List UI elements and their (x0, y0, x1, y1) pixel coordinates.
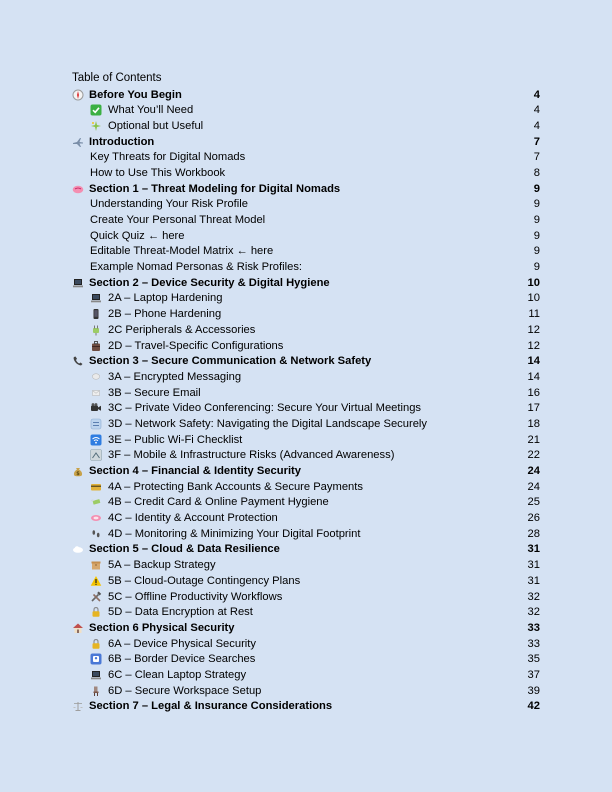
toc-entry-label: Optional but Useful (108, 119, 204, 132)
antenna-icon (90, 449, 102, 461)
toc-entry-label: 2C Peripherals & Accessories (108, 323, 256, 336)
toc-page-number: 39 (527, 684, 540, 697)
toc-page-number: 26 (527, 512, 540, 525)
toc-entry-label: Section 5 – Cloud & Data Resilience (89, 543, 280, 556)
toc-page-number: 28 (527, 527, 540, 540)
toc-page-number: 31 (527, 559, 540, 572)
toc-page-number: 9 (533, 182, 540, 195)
toc-subsection-entry[interactable] (72, 385, 540, 401)
toc-page-number: 9 (533, 229, 540, 242)
toc-subsection-entry[interactable] (72, 102, 540, 118)
toc-entry-label: 2A – Laptop Hardening (108, 292, 223, 305)
house-icon (72, 622, 84, 634)
brain-icon (72, 183, 84, 195)
toc-entry-label: Section 3 – Secure Communication & Network Safety (89, 355, 372, 368)
box-icon (90, 559, 102, 571)
toc-subsection-entry[interactable] (72, 432, 540, 448)
toc-page-number: 12 (527, 323, 540, 336)
toc-entry-label: 3D – Network Safety: Navigating the Digital Landscape Securely (108, 417, 428, 430)
toc-section-entry[interactable] (72, 353, 540, 369)
toc-entry-label: Create Your Personal Threat Model (90, 214, 266, 227)
toc-subsection-entry[interactable] (72, 510, 540, 526)
toc-subsection-entry[interactable] (72, 322, 540, 338)
toc-subsection-entry[interactable] (72, 118, 540, 134)
sparkle-icon (90, 120, 102, 132)
phone-icon (90, 308, 102, 320)
toc-entry-label: Understanding Your Risk Profile (90, 198, 248, 211)
toc-entry-label: 6B – Border Device Searches (108, 653, 256, 666)
toc-subsection-entry[interactable] (72, 259, 540, 275)
toc-entry-label: Example Nomad Personas & Risk Profiles: (90, 261, 303, 274)
toc-entry-label: 3F – Mobile & Infrastructure Risks (Advanced Awareness) (108, 449, 395, 462)
toc-entry-label: 5C – Offline Productivity Workflows (108, 590, 283, 603)
toc-page-number: 11 (528, 308, 540, 321)
toc-page-number: 17 (527, 402, 540, 415)
toc-subsection-entry[interactable] (72, 557, 540, 573)
toc-subsection-entry[interactable] (72, 683, 540, 699)
credit-card-icon (90, 481, 102, 493)
toc-entry-label: Before You Begin (89, 88, 182, 101)
toc-page-number: 9 (533, 198, 540, 211)
toc-section-entry[interactable] (72, 134, 540, 150)
plug-icon (90, 324, 102, 336)
speech-bubble-icon (90, 371, 102, 383)
toc-entry-label: Editable Threat-Model Matrix ← here (90, 245, 274, 258)
toc-entry-label: 3C – Private Video Conferencing: Secure Your Virtual Meetings (108, 402, 422, 415)
toc-page-number: 22 (527, 449, 540, 462)
toc-subsection-entry[interactable] (72, 495, 540, 511)
toc-page-number: 42 (527, 700, 540, 713)
toc-entry-label: Section 6 Physical Security (89, 621, 235, 634)
globe-icon (90, 418, 102, 430)
toc-entry-label: Section 7 – Legal & Insurance Considerations (89, 700, 333, 713)
toc-subsection-entry[interactable] (72, 526, 540, 542)
compass-icon (72, 89, 84, 101)
id-card-icon (90, 512, 102, 524)
toc-subsection-entry[interactable] (72, 338, 540, 354)
telephone-icon (72, 355, 84, 367)
toc-section-entry[interactable] (72, 542, 540, 558)
toc-page-number: 21 (527, 433, 540, 446)
toc-entry-label: 5D – Data Encryption at Rest (108, 606, 253, 619)
toc-page-number: 25 (527, 496, 540, 509)
toc-section-entry[interactable] (72, 699, 540, 715)
svg-text:$: $ (76, 471, 80, 478)
warning-icon (90, 575, 102, 587)
toc-entry-label: 4C – Identity & Account Protection (108, 512, 278, 525)
lock-icon (90, 606, 102, 618)
toc-entry-label: 6A – Device Physical Security (108, 637, 256, 650)
toc-subsection-entry[interactable] (72, 636, 540, 652)
toc-page-number: 33 (527, 637, 540, 650)
toc-page-number: 24 (527, 480, 540, 493)
toc-page-number: 31 (527, 574, 540, 587)
laptop-icon (72, 277, 84, 289)
scales-icon (72, 700, 84, 712)
toc-page-number: 18 (527, 417, 540, 430)
toc-page-number: 9 (533, 245, 540, 258)
toc-page-number: 33 (527, 621, 540, 634)
toc-subsection-entry[interactable] (72, 651, 540, 667)
toc-page-number: 10 (527, 276, 540, 289)
toc-subsection-entry[interactable] (72, 149, 540, 165)
toc-subsection-entry[interactable] (72, 291, 540, 307)
toc-heading: Table of Contents (72, 72, 162, 84)
toc-subsection-entry[interactable] (72, 589, 540, 605)
toc-section-entry[interactable] (72, 620, 540, 636)
toc-entry-label: 3E – Public Wi-Fi Checklist (108, 433, 243, 446)
toc-subsection-entry[interactable] (72, 400, 540, 416)
money-wings-icon (90, 496, 102, 508)
toc-page-number: 4 (533, 104, 540, 117)
toc-page-number: 14 (527, 370, 540, 383)
wifi-icon (90, 434, 102, 446)
toc-page-number: 7 (533, 135, 540, 148)
toc-entry-label: Section 2 – Device Security & Digital Hygiene (89, 276, 330, 289)
toc-section-entry[interactable] (72, 463, 540, 479)
passport-control-icon (90, 653, 102, 665)
toc-subsection-entry[interactable] (72, 667, 540, 683)
toc-page-number: 10 (527, 292, 540, 305)
video-camera-icon (90, 402, 102, 414)
toc-page-number: 9 (533, 261, 540, 274)
toc-subsection-entry[interactable] (72, 212, 540, 228)
check-mark-icon (90, 104, 102, 116)
toc-subsection-entry[interactable] (72, 228, 540, 244)
toc-subsection-entry[interactable] (72, 244, 540, 260)
cloud-icon (72, 543, 84, 555)
toc-page-number: 12 (527, 339, 540, 352)
toc-entry-label: 4A – Protecting Bank Accounts & Secure Payments (108, 480, 363, 493)
toc-subsection-entry[interactable] (72, 416, 540, 432)
toc-section-entry[interactable] (72, 275, 540, 291)
toc-entry-label: Section 1 – Threat Modeling for Digital Nomads (89, 182, 341, 195)
toc-page-number: 8 (533, 166, 540, 179)
toc-page-number: 16 (527, 386, 540, 399)
toc-subsection-entry[interactable] (72, 165, 540, 181)
toc-subsection-entry[interactable] (72, 604, 540, 620)
footprints-icon (90, 528, 102, 540)
toc-page-number: 32 (527, 606, 540, 619)
toc-section-entry[interactable] (72, 181, 540, 197)
chair-icon (90, 685, 102, 697)
laptop-icon (90, 292, 102, 304)
money-bag-icon (72, 465, 84, 477)
table-of-contents (72, 71, 540, 714)
luggage-icon (90, 340, 102, 352)
toc-entry-label: 5A – Backup Strategy (108, 559, 216, 572)
toc-subsection-entry[interactable] (72, 573, 540, 589)
toc-page-number: 9 (533, 214, 540, 227)
toc-entry-label: 2B – Phone Hardening (108, 308, 222, 321)
toc-page-number: 35 (527, 653, 540, 666)
toc-page-number: 31 (527, 543, 540, 556)
tools-icon (90, 591, 102, 603)
toc-subsection-entry[interactable] (72, 197, 540, 213)
toc-entry-label: 5B – Cloud-Outage Contingency Plans (108, 574, 301, 587)
toc-list (72, 87, 540, 715)
toc-subsection-entry[interactable] (72, 479, 540, 495)
toc-entry-label: 4B – Credit Card & Online Payment Hygiene (108, 496, 329, 509)
toc-page-number: 4 (533, 88, 540, 101)
toc-entry-label: 3A – Encrypted Messaging (108, 370, 242, 383)
toc-entry-label: 4D – Monitoring & Minimizing Your Digital Footprint (108, 527, 361, 540)
airplane-icon (72, 136, 84, 148)
lock-icon (90, 638, 102, 650)
toc-entry-label: 3B – Secure Email (108, 386, 201, 399)
toc-page-number: 7 (533, 151, 540, 164)
toc-entry-label: 6D – Secure Workspace Setup (108, 684, 262, 697)
toc-entry-label: 2D – Travel-Specific Configurations (108, 339, 284, 352)
toc-page-number: 37 (527, 668, 540, 681)
toc-entry-label: How to Use This Workbook (90, 166, 226, 179)
toc-entry-label: Quick Quiz ← here (90, 229, 185, 242)
toc-entry-label: Introduction (89, 135, 155, 148)
toc-entry-label: 6C – Clean Laptop Strategy (108, 668, 247, 681)
toc-subsection-entry[interactable] (72, 306, 540, 322)
toc-page-number: 24 (527, 465, 540, 478)
toc-entry-label: Key Threats for Digital Nomads (90, 151, 246, 164)
toc-section-entry[interactable] (72, 87, 540, 103)
toc-page-number: 32 (527, 590, 540, 603)
toc-entry-label: What You’ll Need (108, 104, 194, 117)
toc-subsection-entry[interactable] (72, 448, 540, 464)
toc-page-number: 4 (533, 119, 540, 132)
toc-entry-label: Section 4 – Financial & Identity Security (89, 465, 301, 478)
toc-subsection-entry[interactable] (72, 369, 540, 385)
laptop-icon (90, 669, 102, 681)
toc-page-number: 14 (527, 355, 540, 368)
envelope-icon (90, 387, 102, 399)
